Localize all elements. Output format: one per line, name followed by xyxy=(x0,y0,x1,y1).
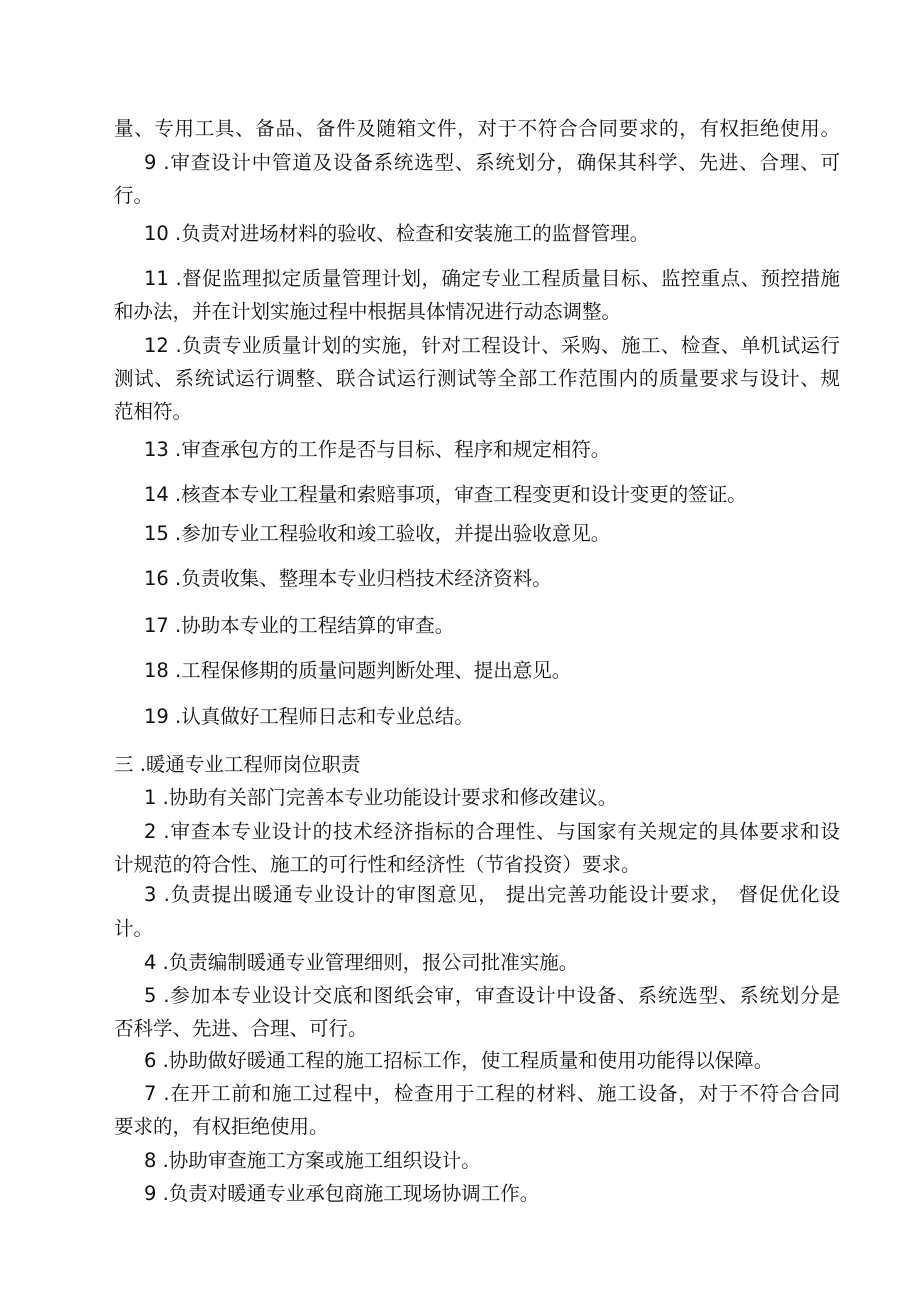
list-item-14: 14 .核查本专业工程量和索赔事项，审查工程变更和设计变更的签证。 xyxy=(144,483,747,506)
duty-item-2-line-1: 2 .审查本专业设计的技术经济指标的合理性、与国家有关规定的具体要求和设 xyxy=(144,820,840,843)
list-item-19: 19 .认真做好工程师日志和专业总结。 xyxy=(144,705,474,728)
section-heading: 三 .暖通专业工程师岗位职责 xyxy=(114,753,361,776)
paragraph-line: 量、专用工具、备品、备件及随箱文件，对于不符合合同要求的，有权拒绝使用。 xyxy=(114,117,840,140)
list-item-9-line-1: 9 .审查设计中管道及设备系统选型、系统划分，确保其科学、先进、合理、可 xyxy=(144,151,840,174)
list-item-12-line-1: 12 .负责专业质量计划的实施，针对工程设计、采购、施工、检查、单机试运行 xyxy=(144,334,840,357)
list-item-16: 16 .负责收集、整理本专业归档技术经济资料。 xyxy=(144,567,552,590)
list-item-18: 18 .工程保修期的质量问题判断处理、提出意见。 xyxy=(144,659,572,682)
list-item-12-line-2: 测试、系统试运行调整、联合试运行测试等全部工作范围内的质量要求与设计、规 xyxy=(114,367,840,390)
list-item-15: 15 .参加专业工程验收和竣工验收，并提出验收意见。 xyxy=(144,522,611,545)
duty-item-2-line-2: 计规范的符合性、施工的可行性和经济性（节省投资）要求。 xyxy=(114,853,641,876)
list-item-11-line-2: 和办法，并在计划实施过程中根据具体情况进行动态调整。 xyxy=(114,300,622,323)
duty-item-7-line-2: 要求的，有权拒绝使用。 xyxy=(114,1115,329,1138)
duty-item-3-line-1: 3 .负责提出暖通专业设计的审图意见， 提出完善功能设计要求， 督促优化设 xyxy=(144,883,840,906)
duty-item-6: 6 .协助做好暖通工程的施工招标工作，使工程质量和使用功能得以保障。 xyxy=(144,1049,774,1072)
list-item-17: 17 .协助本专业的工程结算的审查。 xyxy=(144,614,455,637)
duty-item-4: 4 .负责编制暖通专业管理细则，报公司批准实施。 xyxy=(144,951,579,974)
duty-item-5-line-2: 否科学、先进、合理、可行。 xyxy=(114,1017,368,1040)
duty-item-3-line-2: 计。 xyxy=(114,917,154,940)
duty-item-8: 8 .协助审查施工方案或施工组织设计。 xyxy=(144,1149,481,1172)
list-item-12-line-3: 范相符。 xyxy=(114,400,193,423)
list-item-9-line-2: 行。 xyxy=(114,184,154,207)
list-item-10: 10 .负责对进场材料的验收、检查和安装施工的监督管理。 xyxy=(144,222,650,245)
duty-item-9: 9 .负责对暖通专业承包商施工现场协调工作。 xyxy=(144,1182,540,1205)
list-item-13: 13 .审查承包方的工作是否与目标、程序和规定相符。 xyxy=(144,438,611,461)
duty-item-7-line-1: 7 .在开工前和施工过程中，检查用于工程的材料、施工设备，对于不符合合同 xyxy=(144,1082,840,1105)
duty-item-1: 1 .协助有关部门完善本专业功能设计要求和修改建议。 xyxy=(144,786,618,809)
list-item-11-line-1: 11 .督促监理拟定质量管理计划，确定专业工程质量目标、监控重点、预控措施 xyxy=(144,267,840,290)
duty-item-5-line-1: 5 .参加本专业设计交底和图纸会审，审查设计中设备、系统选型、系统划分是 xyxy=(144,984,840,1007)
